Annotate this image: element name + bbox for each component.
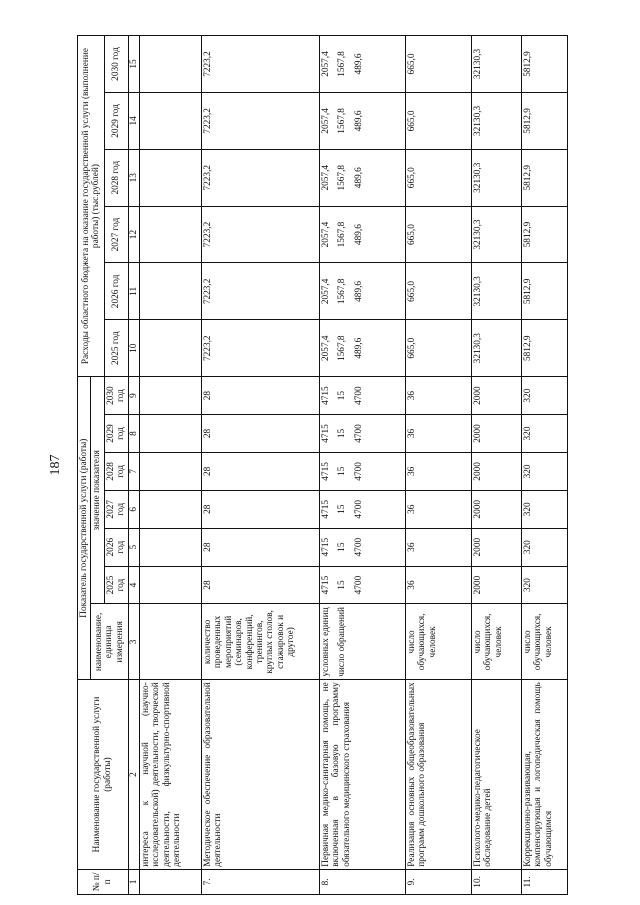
- header-expense-year-3: 2028 год: [104, 149, 128, 206]
- column-number: 9: [128, 377, 139, 415]
- expense-cell: [406, 36, 472, 93]
- indicator-value: 36: [407, 428, 418, 439]
- indicator-unit-text: число обучающихся, человек: [407, 613, 438, 671]
- expense-cell: [522, 36, 568, 93]
- indicator-value: 4715: [321, 386, 332, 405]
- expense-value: 2057,4: [321, 51, 332, 77]
- indicator-cell: [522, 452, 568, 490]
- expense-value: 32130,3: [473, 219, 484, 250]
- row-number: [140, 869, 202, 894]
- indicator-cell: [472, 566, 522, 604]
- header-indicator-group: Показатель государственной услуги (работы): [78, 377, 91, 680]
- indicator-unit-text: число обучающихся, человек: [473, 613, 504, 671]
- indicator-cell: [472, 377, 522, 415]
- indicator-value: 15: [337, 390, 348, 401]
- expense-value: 32130,3: [473, 105, 484, 137]
- expense-cell: [472, 149, 522, 206]
- expense-value: 489,6: [353, 280, 364, 302]
- header-expense-year-4: 2029 год: [104, 92, 128, 149]
- indicator-cell: [202, 452, 320, 490]
- indicator-value: 15: [337, 504, 348, 514]
- indicator-cell: [202, 528, 320, 566]
- indicator-value: 2000: [473, 462, 484, 481]
- expense-cell: [406, 92, 472, 149]
- expense-value: 665,0: [407, 167, 418, 189]
- expense-value: 665,0: [407, 224, 418, 246]
- indicator-cell: [140, 528, 202, 566]
- expense-cell: [522, 149, 568, 206]
- indicator-unit: [406, 604, 472, 680]
- row-number: 10.: [472, 869, 522, 894]
- indicator-cell: [320, 452, 406, 490]
- expense-value: 2057,4: [321, 278, 332, 305]
- indicator-cell: [202, 566, 320, 604]
- expense-cell: [202, 320, 320, 377]
- expense-cell: [472, 92, 522, 149]
- indicator-cell: [320, 566, 406, 604]
- indicator-value: 36: [407, 390, 418, 401]
- indicator-unit-secondary: число обращений: [337, 607, 348, 677]
- expense-cell: [140, 92, 202, 149]
- indicator-cell: [406, 490, 472, 528]
- row-number: 9.: [406, 869, 472, 894]
- indicator-value: 4715: [321, 499, 332, 519]
- indicator-cell: [140, 452, 202, 490]
- expense-value: 7223,2: [203, 278, 214, 305]
- column-number: 6: [128, 490, 139, 528]
- expense-cell: [472, 36, 522, 93]
- expense-cell: [320, 36, 406, 93]
- column-number: 11: [128, 263, 139, 320]
- indicator-value: 4700: [353, 386, 364, 405]
- indicator-value: 36: [407, 466, 418, 477]
- table-header: [78, 36, 140, 895]
- indicator-value: 320: [523, 388, 534, 403]
- header-expense-year-2: 2027 год: [104, 206, 128, 263]
- expense-cell: [522, 206, 568, 263]
- expense-value: 5812,9: [523, 278, 534, 305]
- expense-value: 2057,4: [321, 164, 332, 191]
- indicator-value: 2000: [473, 575, 484, 595]
- indicator-value: 2000: [473, 537, 484, 557]
- indicator-value: 28: [203, 542, 214, 552]
- expense-value: 665,0: [407, 53, 418, 75]
- expense-cell: [522, 92, 568, 149]
- indicator-cell: [522, 528, 568, 566]
- expense-value: 489,6: [353, 337, 364, 359]
- expense-value: 665,0: [407, 280, 418, 302]
- indicator-value: 36: [407, 580, 418, 590]
- indicator-cell: [140, 377, 202, 415]
- column-number: 4: [128, 566, 139, 604]
- indicator-value: 2000: [473, 386, 484, 405]
- column-number: 12: [128, 206, 139, 263]
- indicator-value: 4700: [353, 424, 364, 443]
- expense-cell: [140, 263, 202, 320]
- expense-value: 1567,8: [337, 164, 348, 191]
- expense-value: 32130,3: [473, 48, 484, 80]
- indicator-cell: [406, 415, 472, 453]
- indicator-value: 28: [203, 504, 214, 514]
- expense-cell: [320, 320, 406, 377]
- expense-cell: [320, 92, 406, 149]
- expense-value: 489,6: [353, 110, 364, 132]
- expense-value: 665,0: [407, 337, 418, 359]
- header-service-name: Наименование государственной услуги (работы): [78, 680, 129, 869]
- row-number: 8.: [320, 869, 406, 894]
- indicator-value: 320: [523, 426, 534, 441]
- expense-cell: [472, 206, 522, 263]
- budget-table: [77, 35, 568, 895]
- indicator-cell: [472, 415, 522, 453]
- expense-value: 2057,4: [321, 335, 332, 361]
- header-indicator-year-4: 2029 год: [104, 415, 128, 453]
- indicator-value: 4700: [353, 537, 364, 557]
- expense-cell: [202, 149, 320, 206]
- indicator-cell: [320, 377, 406, 415]
- rotated-sheet: [42, 35, 587, 895]
- header-indicator-name: наименование, единица измерения: [91, 604, 128, 680]
- indicator-cell: [406, 377, 472, 415]
- indicator-cell: [522, 377, 568, 415]
- table-row: [320, 36, 406, 895]
- indicator-value: 15: [337, 466, 348, 477]
- expense-cell: [202, 263, 320, 320]
- expense-value: 489,6: [353, 53, 364, 75]
- expense-value: 5812,9: [523, 335, 534, 361]
- expense-value: 1567,8: [337, 108, 348, 134]
- indicator-unit: [202, 604, 320, 680]
- row-number: 7.: [202, 869, 320, 894]
- expense-cell: [522, 263, 568, 320]
- expense-value: 1567,8: [337, 335, 348, 361]
- column-number: 15: [128, 36, 139, 93]
- header-indicator-year-2: 2027 год: [104, 490, 128, 528]
- expense-cell: [202, 206, 320, 263]
- expense-value: 5812,9: [523, 221, 534, 248]
- header-indicator-year-0: 2025 год: [104, 566, 128, 604]
- expense-value: 32130,3: [473, 276, 484, 307]
- indicator-value: 4715: [321, 575, 332, 595]
- indicator-value: 28: [203, 580, 214, 590]
- expense-cell: [472, 263, 522, 320]
- header-expense-year-5: 2030 год: [104, 36, 128, 93]
- expense-value: 2057,4: [321, 108, 332, 134]
- column-number: 1: [128, 869, 139, 894]
- service-name: интереса к научной (научно-исследовательской) деятельности, творческой деятельности, физкультурно-спортивной деятельности: [140, 680, 202, 869]
- expense-value: 489,6: [353, 224, 364, 246]
- indicator-unit-text: число обучающихся, человек: [523, 613, 554, 671]
- expense-value: 1567,8: [337, 278, 348, 305]
- expense-cell: [472, 320, 522, 377]
- indicator-cell: [406, 566, 472, 604]
- expense-cell: [202, 36, 320, 93]
- row-number: 11.: [522, 869, 568, 894]
- expense-value: 7223,2: [203, 221, 214, 248]
- column-number: 10: [128, 320, 139, 377]
- expense-cell: [140, 320, 202, 377]
- table-row: [140, 36, 202, 895]
- indicator-value: 28: [203, 466, 214, 477]
- expense-cell: [320, 149, 406, 206]
- indicator-value: 4715: [321, 424, 332, 443]
- indicator-value: 2000: [473, 499, 484, 519]
- indicator-cell: [522, 566, 568, 604]
- expense-cell: [406, 320, 472, 377]
- expense-cell: [140, 36, 202, 93]
- table-row: [522, 36, 568, 895]
- table-row: [202, 36, 320, 895]
- indicator-value: 2000: [473, 424, 484, 443]
- indicator-cell: [522, 415, 568, 453]
- header-indicator-values: значение показателя: [91, 377, 104, 604]
- indicator-unit-text: условных единиц: [321, 607, 332, 677]
- indicator-value: 320: [523, 540, 534, 555]
- expense-value: 665,0: [407, 110, 418, 132]
- page-number: 187: [48, 454, 63, 476]
- indicator-cell: [406, 528, 472, 566]
- column-number: 5: [128, 528, 139, 566]
- indicator-value: 4715: [321, 537, 332, 557]
- service-name: Коррекционно-развивающая, компенсирующая и логопедическая помощь обучающимся: [522, 680, 568, 869]
- indicator-value: 15: [337, 580, 348, 590]
- indicator-value: 36: [407, 504, 418, 514]
- expense-value: 1567,8: [337, 221, 348, 248]
- indicator-value: 4715: [321, 462, 332, 481]
- indicator-value: 15: [337, 542, 348, 552]
- header-indicator-year-3: 2028 год: [104, 452, 128, 490]
- indicator-cell: [472, 528, 522, 566]
- indicator-cell: [406, 452, 472, 490]
- expense-value: 1567,8: [337, 51, 348, 77]
- expense-value: 5812,9: [523, 51, 534, 77]
- indicator-cell: [140, 490, 202, 528]
- expense-cell: [406, 206, 472, 263]
- column-number: 13: [128, 149, 139, 206]
- header-expense-year-0: 2025 год: [104, 320, 128, 377]
- service-name: Первичная медико-санитарная помощь, не включенная в базовую программу обязательного медицинского страхования: [320, 680, 406, 869]
- expense-cell: [522, 320, 568, 377]
- indicator-cell: [202, 377, 320, 415]
- indicator-cell: [320, 490, 406, 528]
- table-body: [140, 36, 568, 895]
- indicator-cell: [202, 415, 320, 453]
- expense-value: 5812,9: [523, 108, 534, 134]
- expense-value: 32130,3: [473, 333, 484, 364]
- expense-cell: [320, 206, 406, 263]
- indicator-value: 320: [523, 578, 534, 593]
- indicator-cell: [320, 528, 406, 566]
- expense-cell: [320, 263, 406, 320]
- expense-cell: [140, 206, 202, 263]
- header-indicator-year-5: 2030 год: [104, 377, 128, 415]
- expense-value: 7223,2: [203, 164, 214, 191]
- indicator-cell: [202, 490, 320, 528]
- service-name: Психолого-медико-педагогическое обследование детей: [472, 680, 522, 869]
- column-number: 7: [128, 452, 139, 490]
- expense-value: 32130,3: [473, 162, 484, 193]
- indicator-unit: [522, 604, 568, 680]
- indicator-cell: [320, 415, 406, 453]
- expense-value: 5812,9: [523, 164, 534, 191]
- indicator-cell: [140, 566, 202, 604]
- table-row: [406, 36, 472, 895]
- expense-value: 7223,2: [203, 108, 214, 134]
- expense-cell: [406, 263, 472, 320]
- indicator-value: 4700: [353, 499, 364, 519]
- header-expense-group: Расходы областного бюджета на оказание государственной услуги (выполнение работы) (тыс.рублей): [78, 36, 105, 377]
- column-number: 3: [128, 604, 139, 680]
- expense-cell: [202, 92, 320, 149]
- expense-cell: [406, 149, 472, 206]
- indicator-value: 28: [203, 428, 214, 439]
- indicator-value: 4700: [353, 575, 364, 595]
- header-indicator-year-1: 2026 год: [104, 528, 128, 566]
- service-name: Реализация основных общеобразовательных программ дошкольного образования: [406, 680, 472, 869]
- table-row: [472, 36, 522, 895]
- expense-value: 7223,2: [203, 51, 214, 77]
- indicator-value: 28: [203, 390, 214, 401]
- indicator-unit: [140, 604, 202, 680]
- column-number: 2: [128, 680, 139, 869]
- indicator-unit-text: количество проведенных мероприятий (семинаров, конференций, тренингов, круглых столов, стажировок и другое): [203, 610, 297, 674]
- expense-value: 489,6: [353, 167, 364, 189]
- indicator-cell: [472, 490, 522, 528]
- indicator-value: 4700: [353, 462, 364, 481]
- indicator-cell: [140, 415, 202, 453]
- expense-value: 2057,4: [321, 221, 332, 248]
- column-numbers-row: [128, 36, 139, 895]
- service-name: Методическое обеспечение образовательной деятельности: [202, 680, 320, 869]
- indicator-value: 15: [337, 428, 348, 439]
- column-number: 8: [128, 415, 139, 453]
- expense-value: 7223,2: [203, 335, 214, 361]
- indicator-cell: [472, 452, 522, 490]
- indicator-value: 36: [407, 542, 418, 552]
- column-number: 14: [128, 92, 139, 149]
- indicator-unit: [472, 604, 522, 680]
- expense-cell: [140, 149, 202, 206]
- indicator-cell: [522, 490, 568, 528]
- indicator-value: 320: [523, 502, 534, 517]
- indicator-value: 320: [523, 464, 534, 479]
- indicator-unit: [320, 604, 406, 680]
- header-expense-year-1: 2026 год: [104, 263, 128, 320]
- header-num: № п/п: [78, 869, 129, 894]
